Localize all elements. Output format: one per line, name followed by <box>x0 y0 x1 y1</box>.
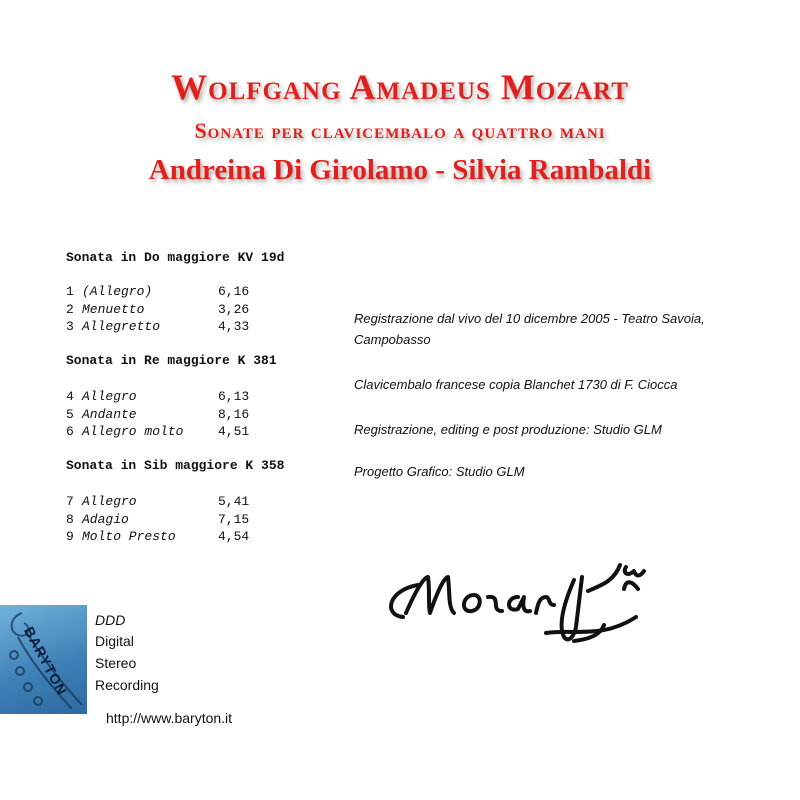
track-row <box>66 319 249 334</box>
track-number: 2 <box>66 302 74 317</box>
track-duration: 8,16 <box>218 407 250 422</box>
track-duration: 4,33 <box>218 319 250 334</box>
track-row <box>66 407 249 422</box>
recording-label: Recording <box>95 677 159 693</box>
track-row <box>66 424 249 439</box>
sonata-heading: Sonata in Do maggiore KV 19d <box>66 250 285 265</box>
track-row <box>66 529 249 544</box>
track-number: 1 <box>66 284 74 299</box>
track-name: Andante <box>82 407 137 422</box>
track-name: Allegro molto <box>82 424 184 439</box>
track-number: 3 <box>66 319 74 334</box>
track-name: Menuetto <box>82 302 145 317</box>
track-number: 4 <box>66 389 74 404</box>
track-name: Allegro <box>82 494 137 509</box>
track-duration: 6,16 <box>218 284 250 299</box>
track-number: 9 <box>66 529 74 544</box>
track-name: (Allegro) <box>82 284 153 299</box>
track-name: Allegro <box>82 389 137 404</box>
logo-wordmark: BARYTON <box>20 623 71 699</box>
performers-title: Andreina Di Girolamo - Silvia Rambaldi <box>148 154 652 186</box>
track-name: Adagio <box>82 512 129 527</box>
composer-title: Wolfgang Amadeus Mozart <box>171 67 629 107</box>
digital-label: Digital <box>95 633 134 649</box>
instrument-info: Clavicembalo francese copia Blanchet 1730 di F. Ciocca <box>354 377 678 392</box>
recording-info: Registrazione dal vivo del 10 dicembre 2005 - Teatro Savoia, Campobasso <box>354 311 705 347</box>
track-duration: 4,51 <box>218 424 250 439</box>
track-duration: 7,15 <box>218 512 250 527</box>
website-link[interactable]: http://www.baryton.it <box>106 710 233 726</box>
track-name: Molto Presto <box>82 529 176 544</box>
track-duration: 3,26 <box>218 302 250 317</box>
sonata-heading: Sonata in Re maggiore K 381 <box>66 353 277 368</box>
work-title: Sonate per clavicembalo a quattro mani <box>194 118 606 143</box>
track-name: Allegretto <box>82 319 161 334</box>
mozart-signature <box>378 555 668 655</box>
track-number: 6 <box>66 424 74 439</box>
track-number: 8 <box>66 512 74 527</box>
track-number: 5 <box>66 407 74 422</box>
track-duration: 5,41 <box>218 494 250 509</box>
sonata-heading: Sonata in Sib maggiore K 358 <box>66 458 285 473</box>
track-row <box>66 512 249 527</box>
track-number: 7 <box>66 494 74 509</box>
production-info: Registrazione, editing e post produzione: Studio GLM <box>354 422 662 437</box>
track-row <box>66 494 249 509</box>
track-row <box>66 284 249 299</box>
graphics-info: Progetto Grafico: Studio GLM <box>354 464 525 479</box>
track-row <box>66 302 249 317</box>
track-duration: 4,54 <box>218 529 250 544</box>
track-duration: 6,13 <box>218 389 250 404</box>
track-row <box>66 389 249 404</box>
baryton-logo <box>0 605 87 714</box>
stereo-label: Stereo <box>95 655 137 671</box>
ddd-label: DDD <box>95 612 126 628</box>
